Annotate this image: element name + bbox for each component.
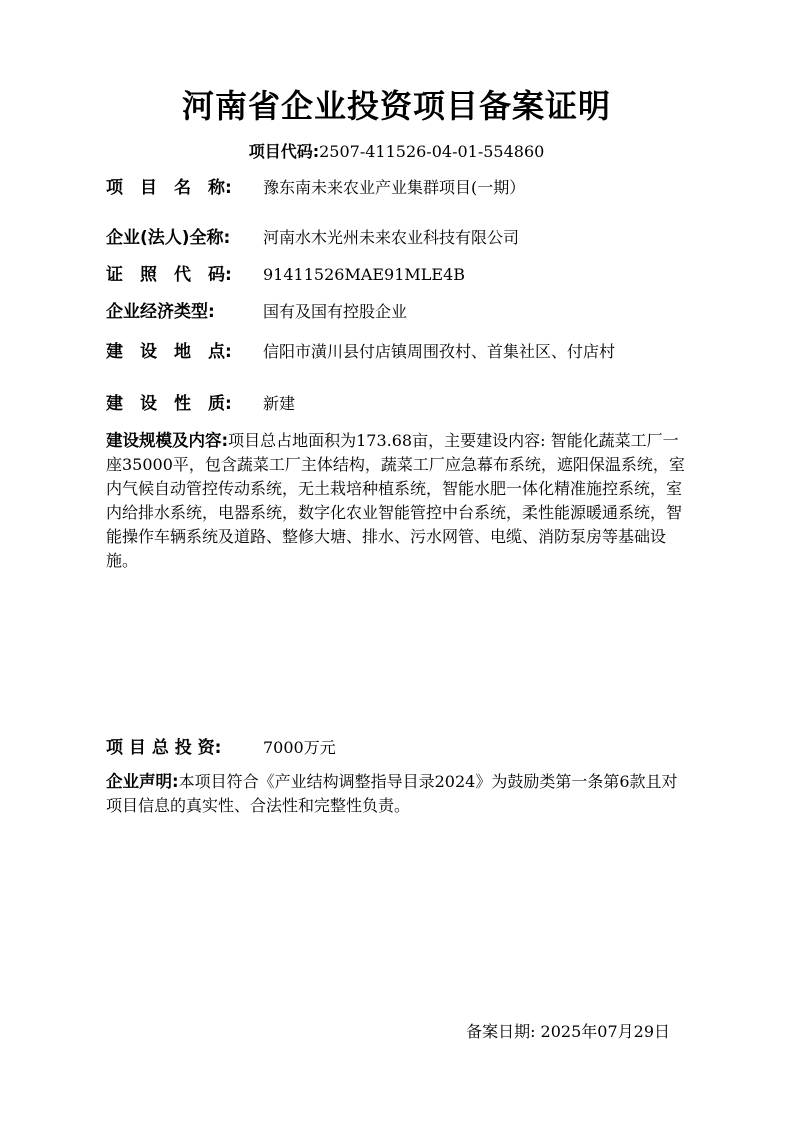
project-code-label: 项目代码: <box>248 142 320 161</box>
total-investment-value: 7000万元 <box>263 738 336 757</box>
construction-scale <box>106 429 690 573</box>
field-label: 建 设 性 质: <box>106 394 232 414</box>
construction-scale-value: 项目总占地面积为173.68亩，主要建设内容: 智能化蔬菜工厂一座35000平，包含蔬菜工厂主体结构，蔬菜工厂应急幕布系统，遮阳保温系统，室内气候自动管控传动系统，无土栽培种植系统，智能水肥一体化精准施控系统，室内给排水系统，电器系统，数字化农业智能管控中台系统，柔性能源暖通系统，智能操作车辆系统及道路、整修大塘、排水、污水网管、电缆、消防泵房等基础设施。 <box>106 431 685 570</box>
field-value: 豫东南未来农业产业集群项目(一期） <box>263 178 526 197</box>
field-label: 建 设 地 点: <box>106 342 232 362</box>
field-label: 企业经济类型: <box>106 302 215 322</box>
construction-scale-label: 建设规模及内容: <box>106 431 229 450</box>
project-code-line <box>0 140 793 164</box>
project-code-value: 2507-411526-04-01-554860 <box>319 142 545 161</box>
filing-date: 备案日期: 2025年07月29日 <box>466 1022 670 1041</box>
field-value: 新建 <box>263 394 296 413</box>
enterprise-statement <box>106 770 690 818</box>
field-value: 河南水木光州未来农业科技有限公司 <box>263 228 520 247</box>
field-value: 91411526MAE91MLE4B <box>263 265 466 284</box>
field-label: 企业(法人)全称: <box>106 228 231 248</box>
field-label: 证 照 代 码: <box>106 265 232 285</box>
field-value: 国有及国有控股企业 <box>263 302 408 321</box>
field-value: 信阳市潢川县付店镇周围孜村、首集社区、付店村 <box>263 342 616 361</box>
total-investment-label: 项 目 总 投 资: <box>106 738 222 758</box>
document-title: 河南省企业投资项目备案证明 <box>181 87 611 125</box>
enterprise-statement-label: 企业声明: <box>106 772 179 791</box>
field-label: 项 目 名 称: <box>106 178 232 198</box>
enterprise-statement-value: 本项目符合《产业结构调整指导目录2024》为鼓励类第一条第6款且对项目信息的真实性、合法性和完整性负责。 <box>106 772 678 815</box>
